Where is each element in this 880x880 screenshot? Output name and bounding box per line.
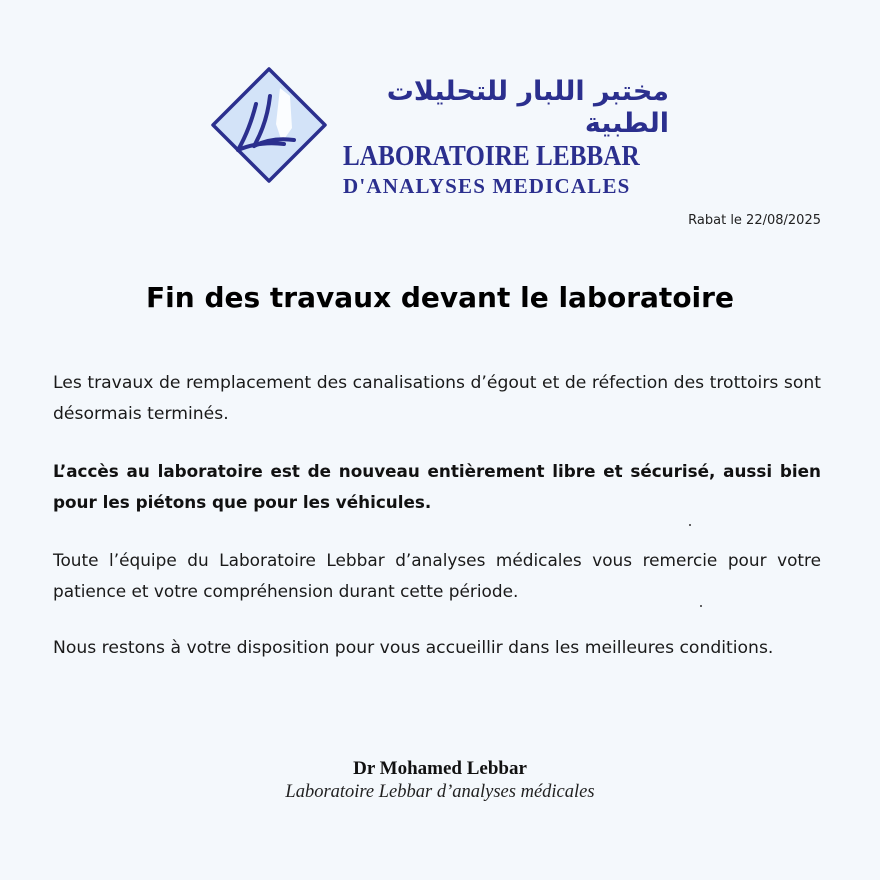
letterhead-name-line2: D'ANALYSES MEDICALES <box>343 174 631 198</box>
paragraph-availability: Nous restons à votre disposition pour vous accueillir dans les meilleures conditions. <box>53 638 774 658</box>
stray-dot-mark <box>689 524 691 526</box>
laboratory-logo-icon <box>210 66 328 184</box>
paragraph-works-completed: Les travaux de remplacement des canalisations d’égout et de réfection des trottoirs sont désormais terminés. <box>53 373 821 424</box>
page-title: Fin des travaux devant le laboratoire <box>146 281 734 314</box>
letterhead-text <box>343 76 673 200</box>
signature-name: Dr Mohamed Lebbar <box>353 758 527 779</box>
letterhead-arabic-name: مختبر اللبار للتحليلات الطبية <box>386 76 669 139</box>
paragraph-access-restored: L’accès au laboratoire est de nouveau entièrement libre et sécurisé, aussi bien pour les piétons que pour les véhicules. <box>53 461 821 512</box>
stray-dot-mark <box>700 605 702 607</box>
letterhead-name-line1: LABORATOIRE LEBBAR <box>343 141 640 172</box>
letter-date: Rabat le 22/08/2025 <box>688 213 821 228</box>
letterhead <box>210 66 680 198</box>
signature-organization: Laboratoire Lebbar d’analyses médicales <box>285 782 595 802</box>
paragraph-thanks: Toute l’équipe du Laboratoire Lebbar d’analyses médicales vous remercie pour votre patience et votre compréhension durant cette période. <box>53 550 821 601</box>
